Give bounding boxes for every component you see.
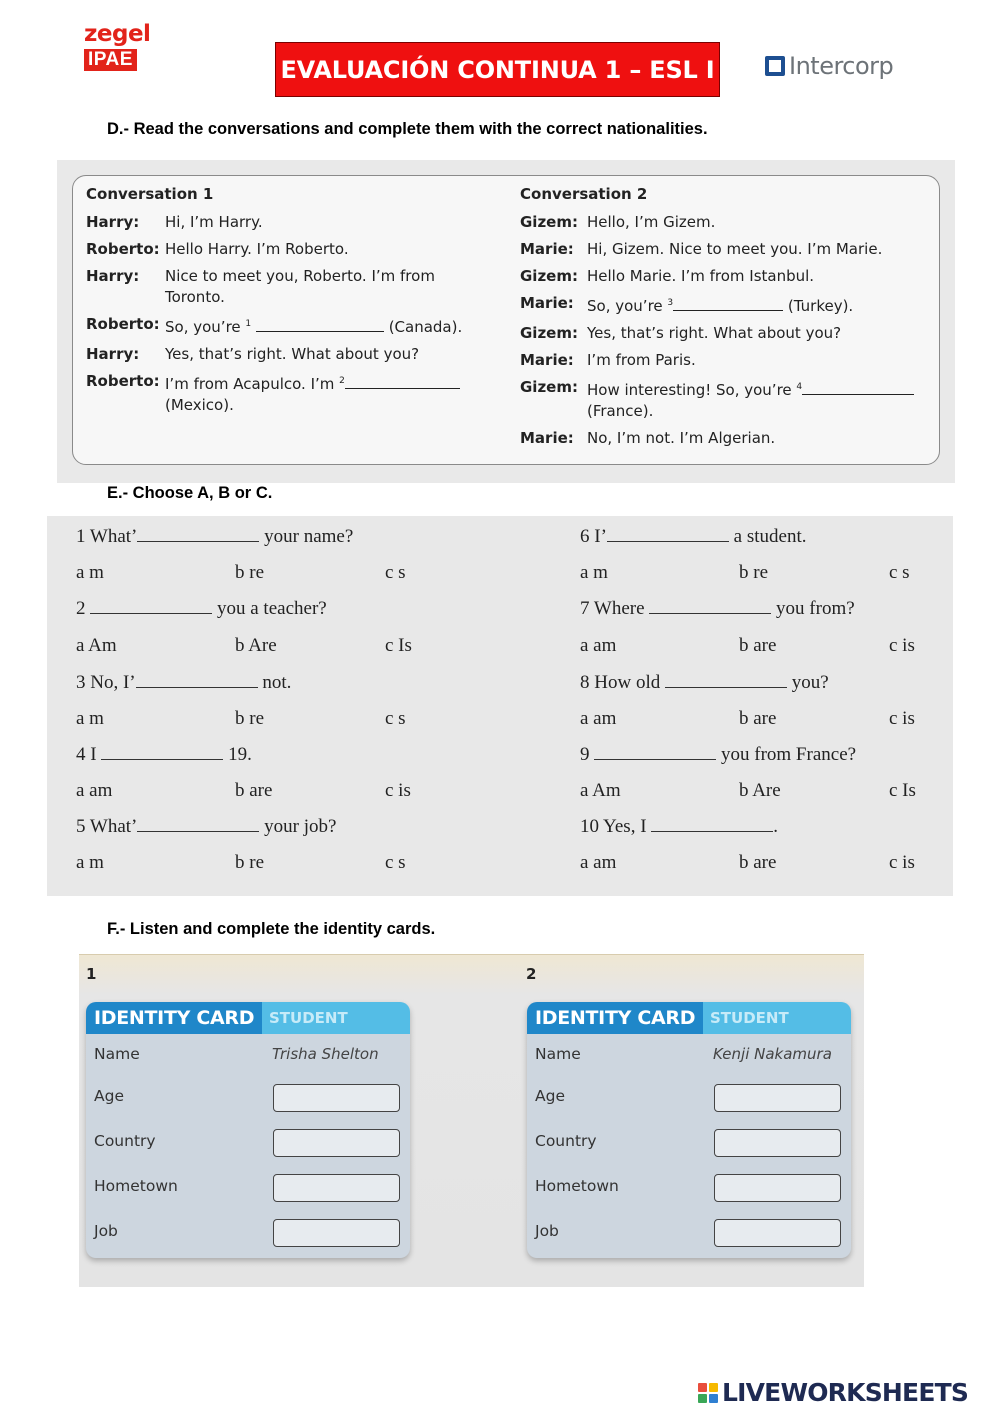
question-6 [580, 526, 806, 548]
question-text: you a teacher? [217, 598, 327, 619]
student-name: Trisha Shelton [272, 1045, 379, 1063]
age-label: Age [94, 1087, 124, 1105]
conversation-line [86, 239, 476, 260]
job-input[interactable] [273, 1219, 400, 1247]
option-c[interactable]: c Is [889, 780, 916, 801]
speaker: Gizem: [520, 267, 578, 285]
conversation-2-title: Conversation 2 [520, 185, 648, 203]
liveworksheets-logo [698, 1378, 968, 1407]
option-c[interactable]: c Is [385, 635, 412, 656]
intercorp-logo-text: Intercorp [789, 52, 894, 80]
name-label: Name [535, 1045, 581, 1063]
conversation-line [86, 266, 476, 308]
line-text: No, I’m not. I’m Algerian. [587, 429, 776, 447]
speaker: Harry: [86, 345, 140, 363]
question-blank[interactable] [101, 744, 223, 760]
conversation-line [520, 239, 925, 260]
option-a[interactable]: a m [76, 708, 104, 729]
option-b[interactable]: b re [235, 562, 265, 583]
speaker: Gizem: [520, 378, 578, 396]
option-b[interactable]: b re [235, 708, 265, 729]
question-4 [76, 744, 252, 766]
question-text: not. [262, 672, 292, 693]
blank-number: 3 [667, 298, 674, 308]
conversation-line [520, 428, 925, 449]
option-a[interactable]: a m [76, 852, 104, 873]
question-blank[interactable] [136, 672, 258, 688]
option-b[interactable]: b are [739, 635, 777, 656]
section-f-heading: F.- Listen and complete the identity cards. [107, 920, 436, 938]
line-text: Yes, that’s right. What about you? [165, 345, 420, 363]
question-text: 5 What’ [76, 816, 138, 837]
question-text: 6 I’ [580, 526, 607, 547]
option-a[interactable]: a Am [76, 635, 117, 656]
speaker: Marie: [520, 240, 574, 258]
option-a[interactable]: a am [76, 780, 113, 801]
name-label: Name [94, 1045, 140, 1063]
conversation-1 [86, 185, 476, 422]
question-blank[interactable] [649, 598, 771, 614]
age-input[interactable] [273, 1084, 400, 1112]
question-7 [580, 598, 855, 620]
liveworksheets-brand: LIVEWORKSHEETS [722, 1378, 969, 1407]
question-blank[interactable] [665, 672, 787, 688]
question-text: 3 No, I’ [76, 672, 136, 693]
option-c[interactable]: c s [385, 708, 406, 729]
option-b[interactable]: b are [739, 708, 777, 729]
card-subtitle: STUDENT [703, 1002, 851, 1034]
blank-number: 4 [796, 382, 803, 392]
option-c[interactable]: c is [889, 635, 915, 656]
option-a[interactable]: a Am [580, 780, 621, 801]
question-text: . [773, 816, 779, 837]
question-text: you from France? [721, 744, 857, 765]
line-hint: (Mexico). [165, 396, 234, 414]
option-b[interactable]: b Are [739, 780, 781, 801]
student-name: Kenji Nakamura [713, 1045, 832, 1063]
conversation-line [520, 323, 925, 344]
option-a[interactable]: a m [76, 562, 104, 583]
option-c[interactable]: c is [385, 780, 411, 801]
identity-cards-panel [79, 954, 864, 1287]
conversation-1-title: Conversation 1 [86, 185, 214, 203]
line-hint: (Turkey). [783, 297, 854, 315]
conversation-line [520, 293, 925, 317]
card-header [527, 1002, 851, 1034]
speaker: Marie: [520, 429, 574, 447]
speaker: Roberto: [86, 372, 160, 390]
option-b[interactable]: b Are [235, 635, 277, 656]
multiple-choice-panel [47, 516, 953, 896]
card-title: IDENTITY CARD [86, 1002, 262, 1034]
page-title-banner [275, 42, 720, 97]
country-input[interactable] [714, 1129, 841, 1157]
section-e-heading: E.- Choose A, B or C. [107, 484, 273, 502]
line-text: Hello Marie. I’m from Istanbul. [587, 267, 815, 285]
blank-number: 1 [245, 319, 252, 329]
option-b[interactable]: b are [235, 780, 273, 801]
option-c[interactable]: c s [889, 562, 910, 583]
speaker: Gizem: [520, 324, 578, 342]
question-text: a student. [733, 526, 807, 547]
line-text: Hi, Gizem. Nice to meet you. I’m Marie. [587, 240, 883, 258]
line-text: So, you’re [165, 318, 246, 336]
question-blank[interactable] [651, 816, 773, 832]
zegel-ipae-logo [84, 22, 156, 71]
line-text: Hi, I’m Harry. [165, 213, 263, 231]
logo-ipae-text: IPAE [84, 49, 137, 71]
conversation-line [520, 377, 925, 422]
line-text: Hello Harry. I’m Roberto. [165, 240, 349, 258]
hometown-label: Hometown [94, 1177, 178, 1195]
speaker: Marie: [520, 351, 574, 369]
line-text: How interesting! So, you’re [587, 381, 797, 399]
country-label: Country [94, 1132, 156, 1150]
answer-blank-4[interactable] [802, 380, 914, 395]
hometown-label: Hometown [535, 1177, 619, 1195]
question-text: you from? [776, 598, 855, 619]
conversation-line [86, 212, 476, 233]
question-text: 4 I [76, 744, 102, 765]
question-8 [580, 672, 829, 694]
conversation-line [86, 371, 476, 416]
line-hint: (Canada). [383, 318, 463, 336]
option-c[interactable]: c is [889, 708, 915, 729]
question-text: 8 How old [580, 672, 665, 693]
question-text: 1 What’ [76, 526, 138, 547]
conversation-line [520, 350, 925, 371]
answer-blank-3[interactable] [673, 296, 783, 311]
logo-tile [709, 1394, 718, 1403]
answer-blank-2[interactable] [345, 374, 460, 389]
question-text: 2 [76, 598, 91, 619]
speaker: Harry: [86, 213, 140, 231]
page-title: EVALUACIÓN CONTINUA 1 – ESL I [280, 55, 715, 84]
hometown-input[interactable] [273, 1174, 400, 1202]
identity-card-1 [86, 1002, 410, 1258]
option-c[interactable]: c is [889, 852, 915, 873]
question-5 [76, 816, 336, 838]
line-text: I’m from Acapulco. I’m [165, 375, 340, 393]
conversation-2 [520, 185, 925, 455]
question-10 [580, 816, 778, 838]
card-header [86, 1002, 410, 1034]
speaker: Roberto: [86, 240, 160, 258]
speaker: Harry: [86, 267, 140, 285]
logo-tile [698, 1394, 707, 1403]
intercorp-square-icon [765, 56, 785, 76]
speaker: Marie: [520, 294, 574, 312]
option-a[interactable]: a am [580, 708, 617, 729]
identity-card-2 [527, 1002, 851, 1258]
conversation-line [520, 266, 925, 287]
option-c[interactable]: c s [385, 562, 406, 583]
card-title: IDENTITY CARD [527, 1002, 703, 1034]
option-b[interactable]: b re [235, 852, 265, 873]
logo-tile [709, 1383, 718, 1392]
job-input[interactable] [714, 1219, 841, 1247]
question-blank[interactable] [137, 526, 259, 542]
question-text: your job? [264, 816, 337, 837]
conversation-line [86, 314, 476, 338]
job-label: Job [535, 1222, 559, 1240]
conversation-line [86, 344, 476, 365]
conversation-line [520, 212, 925, 233]
section-d-heading: D.- Read the conversations and complete them with the correct nationalities. [107, 120, 708, 138]
job-label: Job [94, 1222, 118, 1240]
card-number: 2 [526, 965, 537, 983]
age-input[interactable] [714, 1084, 841, 1112]
option-b[interactable]: b are [739, 852, 777, 873]
line-text: Yes, that’s right. What about you? [587, 324, 842, 342]
question-2 [76, 598, 327, 620]
question-text: 9 [580, 744, 595, 765]
question-text: 10 Yes, I [580, 816, 652, 837]
card-number: 1 [86, 965, 97, 983]
country-label: Country [535, 1132, 597, 1150]
question-text: 19. [228, 744, 252, 765]
question-text: you? [791, 672, 829, 693]
question-9 [580, 744, 856, 766]
question-blank[interactable] [607, 526, 729, 542]
blank-number: 2 [339, 376, 345, 386]
question-text: your name? [264, 526, 354, 547]
country-input[interactable] [273, 1129, 400, 1157]
line-text: Nice to meet you, Roberto. I’m from Toronto. [165, 267, 435, 306]
question-blank[interactable] [90, 598, 212, 614]
question-blank[interactable] [594, 744, 716, 760]
speaker: Roberto: [86, 315, 160, 333]
intercorp-logo [765, 52, 893, 80]
option-a[interactable]: a am [580, 635, 617, 656]
question-blank[interactable] [137, 816, 259, 832]
option-a[interactable]: a am [580, 852, 617, 873]
question-3 [76, 672, 291, 694]
logo-tile [698, 1383, 707, 1392]
hometown-input[interactable] [714, 1174, 841, 1202]
line-hint: (France). [587, 402, 654, 420]
option-b[interactable]: b re [739, 562, 769, 583]
line-text: Hello, I’m Gizem. [587, 213, 716, 231]
question-text: 7 Where [580, 598, 650, 619]
line-text: I’m from Paris. [587, 351, 696, 369]
liveworksheets-grid-icon [698, 1383, 718, 1403]
answer-blank-1[interactable] [256, 317, 384, 332]
logo-zegel-text: zegel [84, 21, 151, 47]
line-text: So, you’re [587, 297, 668, 315]
card-subtitle: STUDENT [262, 1002, 410, 1034]
question-1 [76, 526, 353, 548]
option-c[interactable]: c s [385, 852, 406, 873]
age-label: Age [535, 1087, 565, 1105]
option-a[interactable]: a m [580, 562, 608, 583]
speaker: Gizem: [520, 213, 578, 231]
